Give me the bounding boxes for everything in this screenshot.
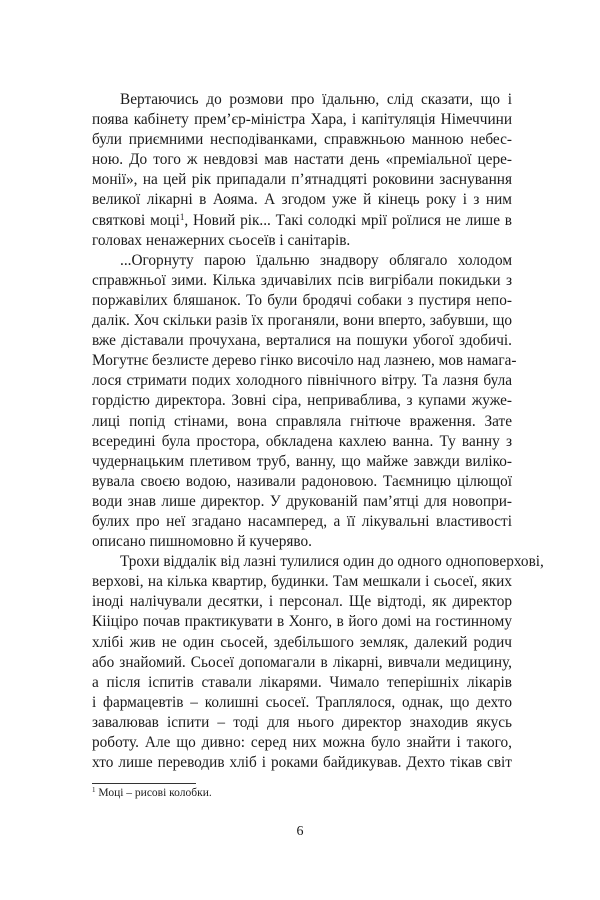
text-line: верхові, на кілька квартир, будинки. Там мешкали і сьосеї, яких [92, 573, 512, 591]
footnote-reference[interactable]: 1 [179, 211, 185, 222]
text-line: роботу. Але що дивно: серед них можна було знайти і такого, [92, 734, 512, 751]
footnote [92, 787, 212, 799]
page-number: 6 [296, 824, 304, 839]
text-line: ...Огорнуту парою їдальню знадвору облягало холодом [120, 251, 512, 269]
page-body [92, 90, 544, 773]
text-line-with-footnote [92, 211, 512, 231]
text-line: чудернацьким плетивом труб, ванну, що майже завжди виліко- [92, 452, 512, 470]
text-line: вже діставали прочухана, верталися на пошуки убогої здобичі. [92, 332, 512, 350]
footnote-text: Моці – рисові колобки. [95, 787, 212, 799]
text-line: а після іспитів ставали лікарями. Чимало теперішніх лікарів [92, 673, 512, 691]
text-line: завалював іспити – тоді для нього директор знаходив якусь [92, 713, 512, 731]
text-line: і фармацевтів – колишні сьосеї. Траплялося, однак, що дехто [92, 693, 512, 711]
text-line: лиці попід стінами, вона справляла гнітюче враження. Зате [92, 412, 512, 430]
text-line: справжньої зими. Кілька здичавілих псів вигрібали покидьки з [92, 271, 512, 289]
text-line: іноді налічували десятки, і персонал. Ще відтоді, як директор [92, 593, 512, 611]
paragraph-3 [92, 552, 544, 773]
text-fragment: , Новий рік... Такі солодкі мрії роїлися не лише в [184, 211, 512, 229]
text-line: Кііціро почав практикувати в Хонго, в його домі на гостинному [92, 613, 512, 631]
text-line: вувала своєю водою, називали радоновою. Таємницю цілющої [92, 472, 512, 490]
paragraph-2 [92, 251, 517, 552]
footnote-divider [92, 783, 196, 784]
text-line: головах ненажерних сьосеїв і санітарів. [92, 231, 351, 249]
text-line: великої лікарні в Аояма. А згодом уже й кінець року і з ним [92, 191, 512, 209]
text-line: гордістю директора. Зовні сіра, неприваблива, з купами жуже- [92, 392, 512, 410]
text-line: хто лише переводив хліб і роками байдикував. Дехто тікав світ [92, 754, 512, 772]
text-line: поява кабінету прем’єр-міністра Хара, і капітуляція Німеччини [92, 111, 512, 129]
text-line: далік. Хоч скільки разів їх проганяли, вони вперто, забувши, що [92, 312, 512, 330]
text-line: або знайомий. Сьосеї допомагали в лікарні, вивчали медицину, [92, 653, 512, 671]
text-line: ною. До того ж невдовзі мав настати день «преміальної цере- [92, 151, 512, 169]
text-fragment: святкові моці [92, 211, 180, 229]
text-line: монії», на цей рік припадали п’ятнадцяті роковини заснування [92, 171, 512, 189]
text-line: води знав лише директор. У друкованій пам’ятці для новопри- [92, 492, 512, 510]
text-line: хлібі жив не один сьосей, здебільшого земляк, далекий родич [92, 633, 512, 651]
footnote-marker: 1 [92, 786, 96, 794]
text-line: поржавілих бляшанок. То були бродячі собаки з пустиря непо- [92, 291, 512, 309]
text-line: Вертаючись до розмови про їдальню, слід сказати, що і [120, 91, 512, 108]
text-line: описано пишномовно й кучеряво. [92, 533, 312, 551]
text-line: Трохи віддалік від лазні тулилися один до одного одноповерхові, [120, 553, 544, 571]
text-line: були приємними несподіванками, справжньою манною небес- [92, 131, 512, 149]
text-line: булих про неї згадано насамперед, а її лікувальні властивості [92, 512, 512, 530]
text-line: всередині була простора, обкладена кахлею ванна. Ту ванну з [92, 432, 512, 450]
text-line: лося стримати подих холодного північного вітру. Та лазня була [92, 372, 512, 390]
paragraph-1 [92, 90, 512, 251]
text-line: Могутнє безлисте дерево гінко височіло над лазнею, мов намага- [92, 352, 517, 370]
